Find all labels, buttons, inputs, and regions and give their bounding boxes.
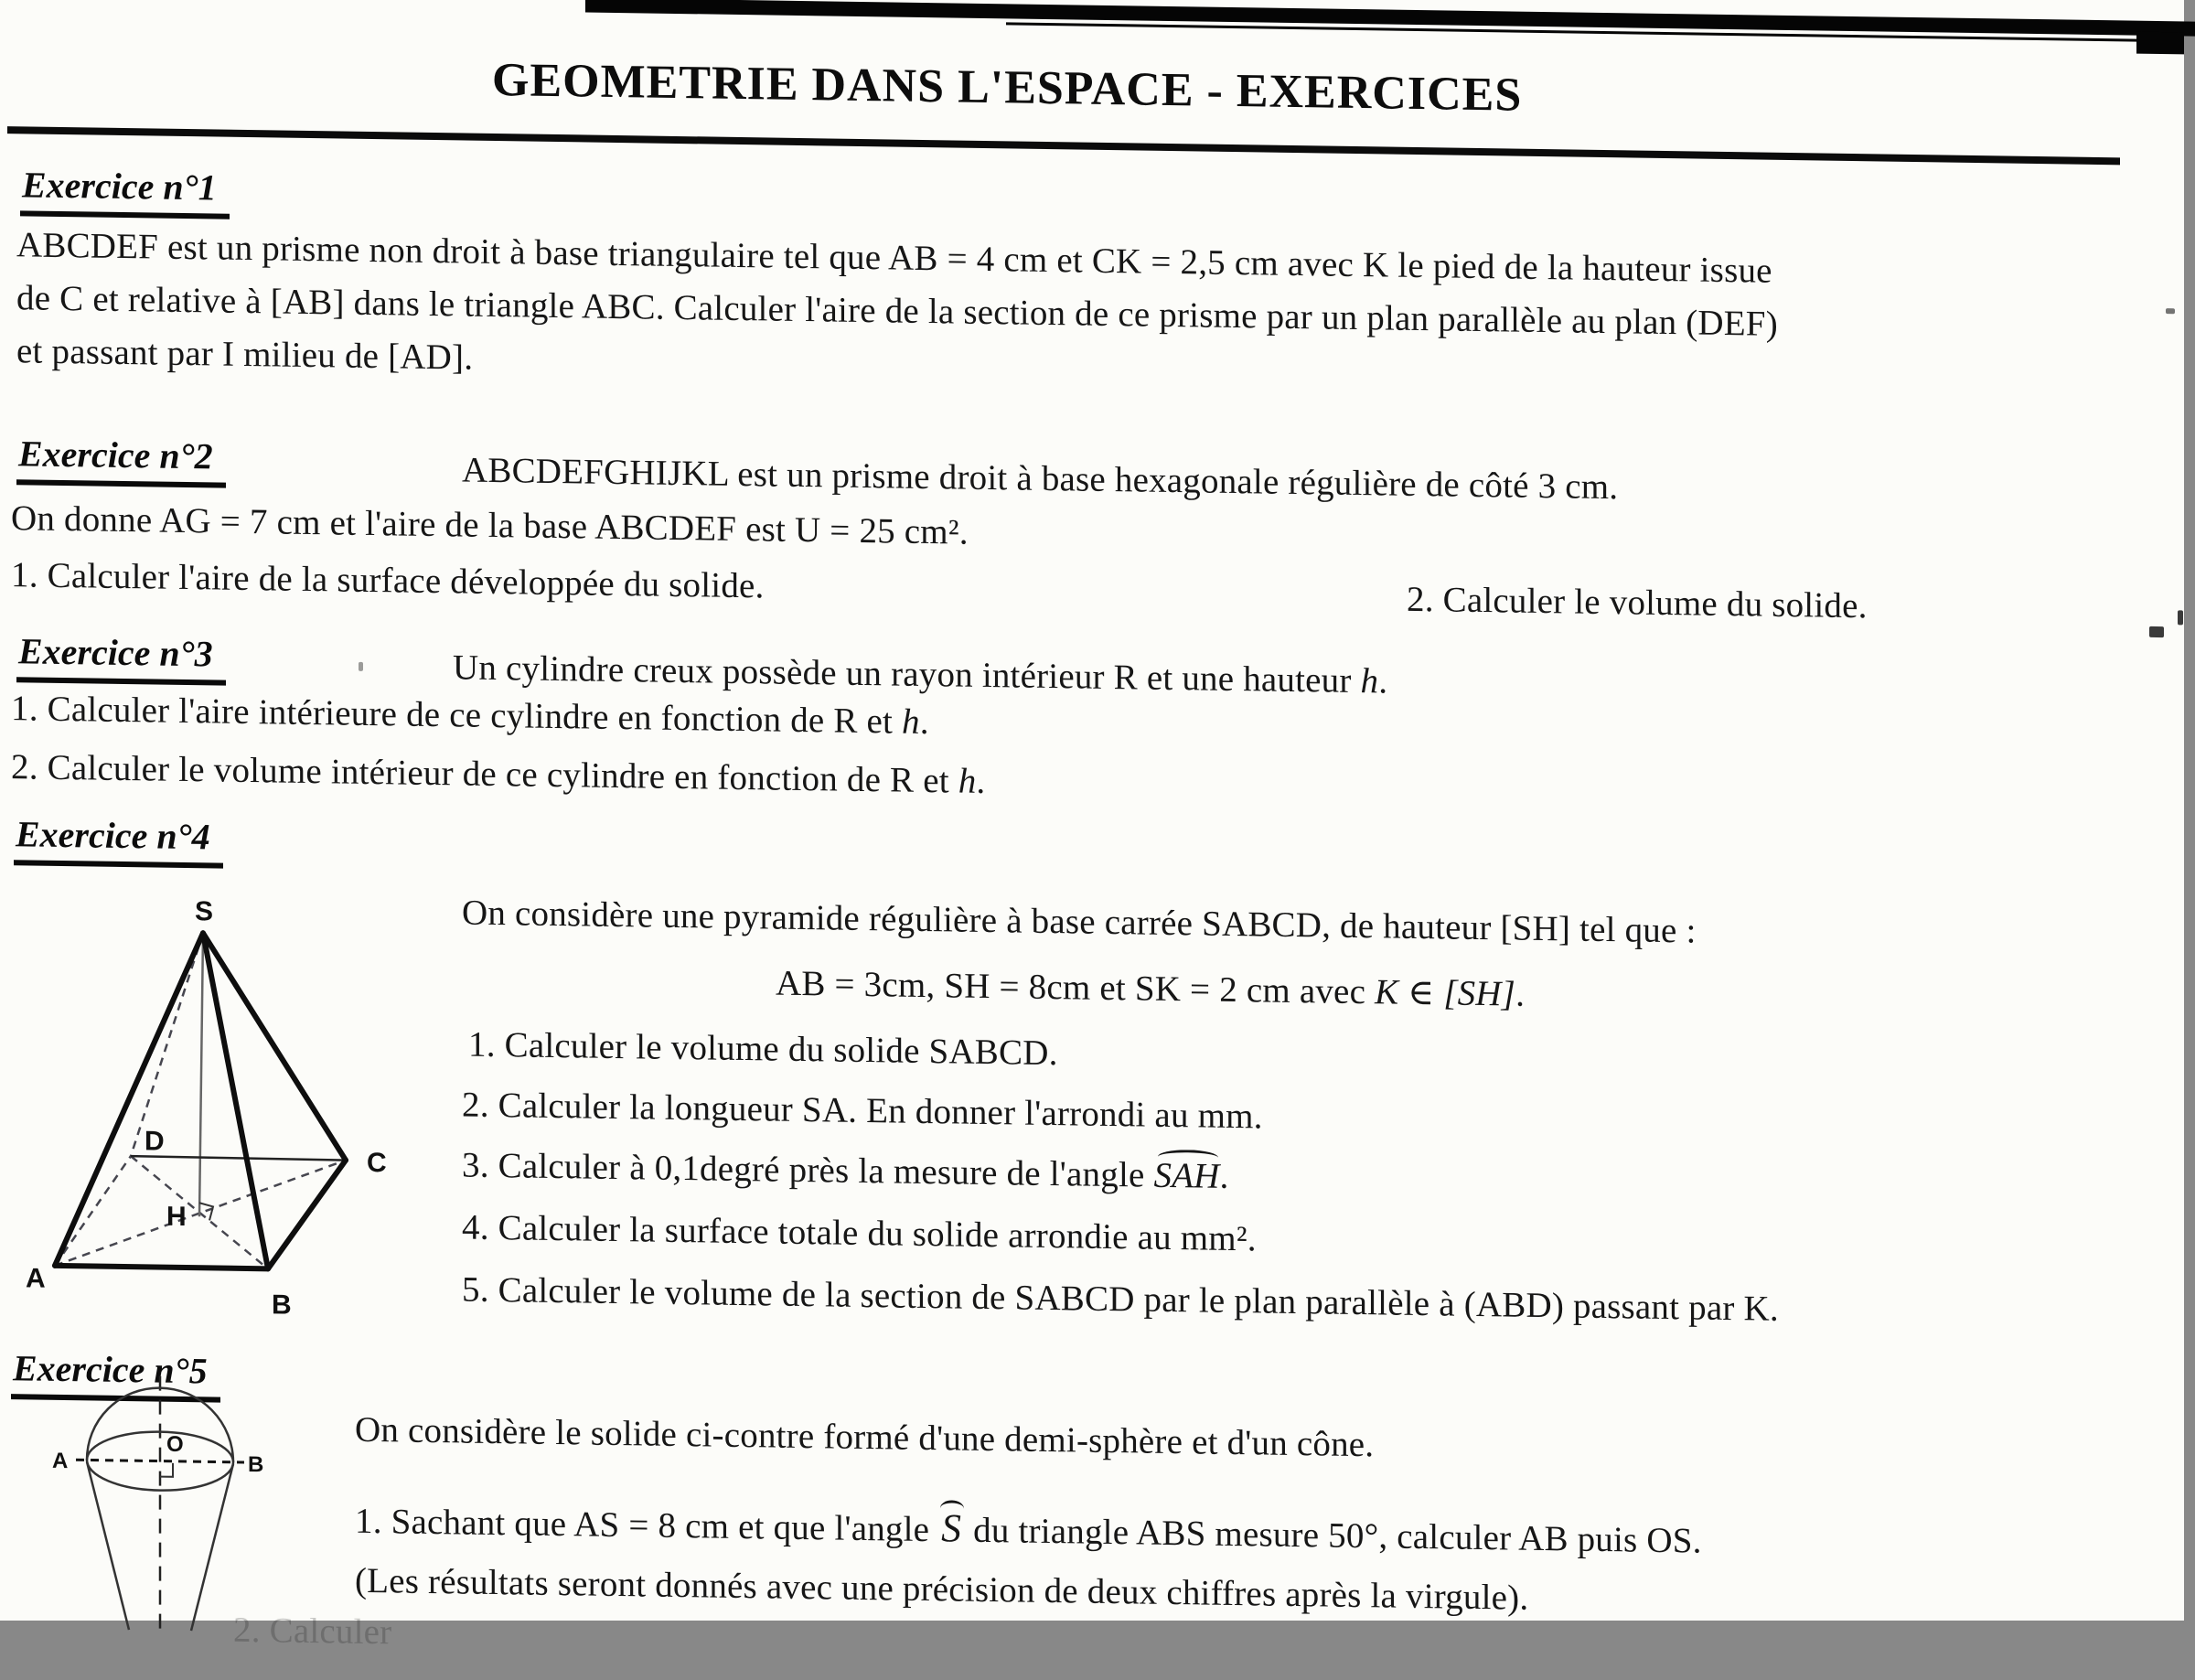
cone-side-left xyxy=(87,1461,129,1630)
exercise-2-question-2: 2. Calculer le volume du solide. xyxy=(1407,579,1868,626)
title-divider-rule xyxy=(7,126,2120,165)
exercise-3-question-2 xyxy=(11,746,985,802)
exercise-4-given-math: K ∈ [SH] xyxy=(1375,972,1516,1014)
scan-speck xyxy=(2149,626,2164,637)
exercise-2-heading: Exercice n°2 xyxy=(16,432,226,487)
pyramid-label-D: D xyxy=(145,1126,165,1157)
exercise-4-q3-angle-sah: SAH xyxy=(1153,1155,1220,1196)
page-title: GEOMETRIE DANS L'ESPACE - EXERCICES xyxy=(492,53,1523,122)
exercise-4-heading: Exercice n°4 xyxy=(14,812,223,868)
pyramid-label-S: S xyxy=(195,896,214,927)
scan-edge-corner-blob xyxy=(2136,32,2184,55)
exercise-3-intro-variable: h xyxy=(1360,661,1379,701)
pyramid-edge-BC xyxy=(268,1159,346,1269)
exercise-5-heading: Exercice n°5 xyxy=(11,1346,220,1402)
exercise-5-question-1 xyxy=(355,1501,1702,1562)
exercise-5-q1-text: 1. Sachant que AS = 8 cm et que l'angle xyxy=(355,1501,939,1550)
exercise-1-text-line-2: de C et relative à [AB] dans le triangle ABC. Calculer l'aire de la section de ce prisme par un plan parallèle au plan (DEF) xyxy=(16,278,1778,344)
pyramid-figure xyxy=(18,864,421,1328)
exercise-5-note: (Les résultats seront donnés avec une précision de deux chiffres après la virgule). xyxy=(355,1560,1529,1618)
pyramid-label-B: B xyxy=(272,1289,292,1321)
pyramid-edge-DC xyxy=(131,1156,346,1160)
exercise-3-question-1 xyxy=(11,688,929,743)
pyramid-label-A: A xyxy=(26,1263,46,1294)
pyramid-edge-AD xyxy=(55,1155,131,1267)
cone-label-A: A xyxy=(52,1448,69,1474)
exercise-4-question-1: 1. Calculer le volume du solide SABCD. xyxy=(468,1024,1058,1074)
exercise-4-question-2: 2. Calculer la longueur SA. En donner l'arrondi au mm. xyxy=(462,1085,1263,1137)
exercise-4-question-5: 5. Calculer le volume de la section de SABCD par le plan parallèle à (ABD) passant par K. xyxy=(462,1269,1779,1329)
exercise-5-q1-rest: du triangle ABS mesure 50°, calculer AB puis OS. xyxy=(964,1510,1702,1561)
exercise-1-heading: Exercice n°1 xyxy=(20,163,230,219)
exercise-4-q3-period: . xyxy=(1219,1156,1229,1196)
exercise-4-intro: On considère une pyramide régulière à base carrée SABCD, de hauteur [SH] tel que : xyxy=(462,893,1697,951)
pyramid-edge-AB xyxy=(55,1266,268,1268)
exercise-4-given-text: AB = 3cm, SH = 8cm et SK = 2 cm avec xyxy=(776,963,1376,1012)
exercise-1-text-line-1: ABCDEF est un prisme non droit à base triangulaire tel que AB = 4 cm et CK = 2,5 cm avec K le pied de la hauteur issue xyxy=(16,225,1772,291)
hemisphere-cone-figure xyxy=(50,1373,334,1633)
pyramid-label-C: C xyxy=(367,1147,387,1179)
exercise-4-given-period: . xyxy=(1515,974,1526,1014)
scan-edge-top-bar xyxy=(585,0,2195,37)
exercise-4-question-3 xyxy=(462,1144,1228,1196)
exercise-4-given xyxy=(776,963,1525,1015)
cone-right-angle-mark xyxy=(160,1463,173,1477)
exercise-3-intro-period: . xyxy=(1378,661,1388,701)
exercise-2-intro: ABCDEFGHIJKL est un prisme droit à base hexagonale régulière de côté 3 cm. xyxy=(462,450,1619,508)
exercise-3-q2-text: 2. Calculer le volume intérieur de ce cylindre en fonction de R et xyxy=(11,747,958,801)
exercise-4-q3-text: 3. Calculer à 0,1degré près la mesure de l'angle xyxy=(462,1145,1154,1195)
exercise-2-given: On donne AG = 7 cm et l'aire de la base ABCDEF est U = 25 cm². xyxy=(11,498,969,552)
pyramid-height-SH xyxy=(199,933,203,1216)
cone-label-B: B xyxy=(248,1452,264,1478)
exercise-3-q1-variable: h xyxy=(902,701,920,742)
exercise-3-q2-variable: h xyxy=(958,761,977,801)
exercise-5-cutoff-line: 2. Calculer xyxy=(233,1610,392,1653)
exercise-5-q1-angle-s: S xyxy=(938,1509,964,1549)
exercise-3-q1-period: . xyxy=(919,701,929,743)
exercise-5-intro: On considère le solide ci-contre formé d'une demi-sphère et d'un cône. xyxy=(355,1409,1375,1465)
cone-side-right xyxy=(191,1463,233,1632)
cone-label-O: O xyxy=(166,1431,184,1457)
scan-speck xyxy=(2166,308,2175,314)
pyramid-label-H: H xyxy=(166,1201,187,1233)
exercise-2-question-1: 1. Calculer l'aire de la surface développée du solide. xyxy=(11,555,765,606)
exercise-3-heading: Exercice n°3 xyxy=(16,629,226,685)
scan-speck xyxy=(359,662,363,671)
exercise-4-question-4: 4. Calculer la surface totale du solide arrondie au mm². xyxy=(462,1207,1257,1259)
exercise-3-q1-text: 1. Calculer l'aire intérieure de ce cylindre en fonction de R et xyxy=(11,689,903,742)
exercise-3-q2-period: . xyxy=(976,761,986,801)
exercise-1-text-line-3: et passant par I milieu de [AD]. xyxy=(16,331,474,378)
exercise-3-intro xyxy=(453,647,1387,701)
pyramid-edge-SD xyxy=(131,932,203,1157)
scan-speck xyxy=(2178,610,2183,625)
exercise-3-intro-text: Un cylindre creux possède un rayon intérieur R et une hauteur xyxy=(453,647,1361,701)
